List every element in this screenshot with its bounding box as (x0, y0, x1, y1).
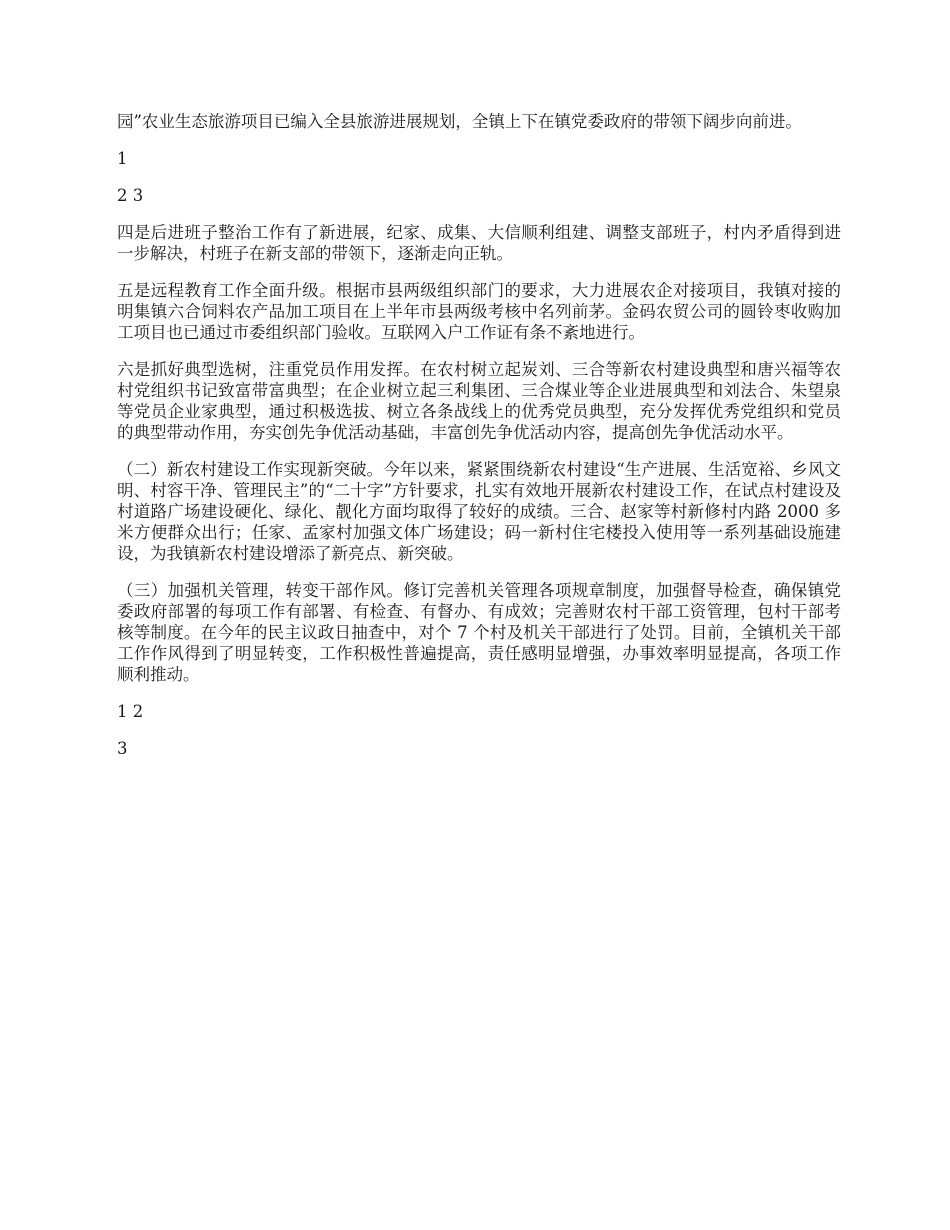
document-body (117, 111, 841, 775)
paragraph-item-five: 五是远程教育工作全面升级。根据市县两级组织部门的要求，大力进展农企对接项目，我镇对接的明集镇六合饲料农产品加工项目在上半年市县两级考核中名列前茅。金码农贸公司的圆铃枣收购加工项目也已通过市委组织部门验收。互联网入户工作证有条不紊地进行。 (117, 281, 841, 342)
page-number-marker: 1 2 (117, 702, 144, 721)
page-number-marker: 3 (117, 739, 128, 758)
page-number-marker: 2 3 (117, 186, 144, 205)
paragraph-section-three: （三）加强机关管理，转变干部作风。修订完善机关管理各项规章制度，加强督导检查，确保镇党委政府部署的每项工作有部署、有检查、有督办、有成效；完善财农村干部工资管理，包村干部考核等制度。在今年的民主议政日抽查中，对个 7 个村及机关干部进行了处罚。目前，全镇机关干部工作作风得到了明显转变，工作积极性普遍提高，责任感明显增强，办事效率明显提高，各项工作顺利推动。 (117, 581, 841, 684)
paragraph-section-two: （二）新农村建设工作实现新突破。今年以来，紧紧围绕新农村建设“生产进展、生活宽裕、乡风文明、村容干净、管理民主”的“二十字”方针要求，扎实有效地开展新农村建设工作，在试点村建设及村道路广场建设硬化、绿化、靓化方面均取得了较好的成绩。三合、赵家等村新修村内路 2000 多米方便群众出行；任家、孟家村加强文体广场建设；码一新村住宅楼投入使用等一系列基础设施建设，为我镇新农村建设增添了新亮点、新突破。 (117, 460, 841, 563)
paragraph-item-six: 六是抓好典型选树，注重党员作用发挥。在农村树立起炭刘、三合等新农村建设典型和唐兴福等农村党组织书记致富带富典型；在企业树立起三利集团、三合煤业等企业进展典型和刘法合、朱望泉等党员企业家典型，通过积极选拔、树立各条战线上的优秀党员典型，充分发挥优秀党组织和党员的典型带动作用，夯实创先争优活动基础，丰富创先争优活动内容，提高创先争优活动水平。 (117, 360, 841, 442)
page-number-marker: 1 (117, 149, 128, 168)
paragraph-item-four: 四是后进班子整治工作有了新进展，纪家、成集、大信顺利组建、调整支部班子，村内矛盾得到进一步解决，村班子在新支部的带领下，逐渐走向正轨。 (117, 223, 841, 263)
paragraph-intro: 园”农业生态旅游项目已编入全县旅游进展规划，全镇上下在镇党委政府的带领下阔步向前进。 (117, 112, 802, 131)
